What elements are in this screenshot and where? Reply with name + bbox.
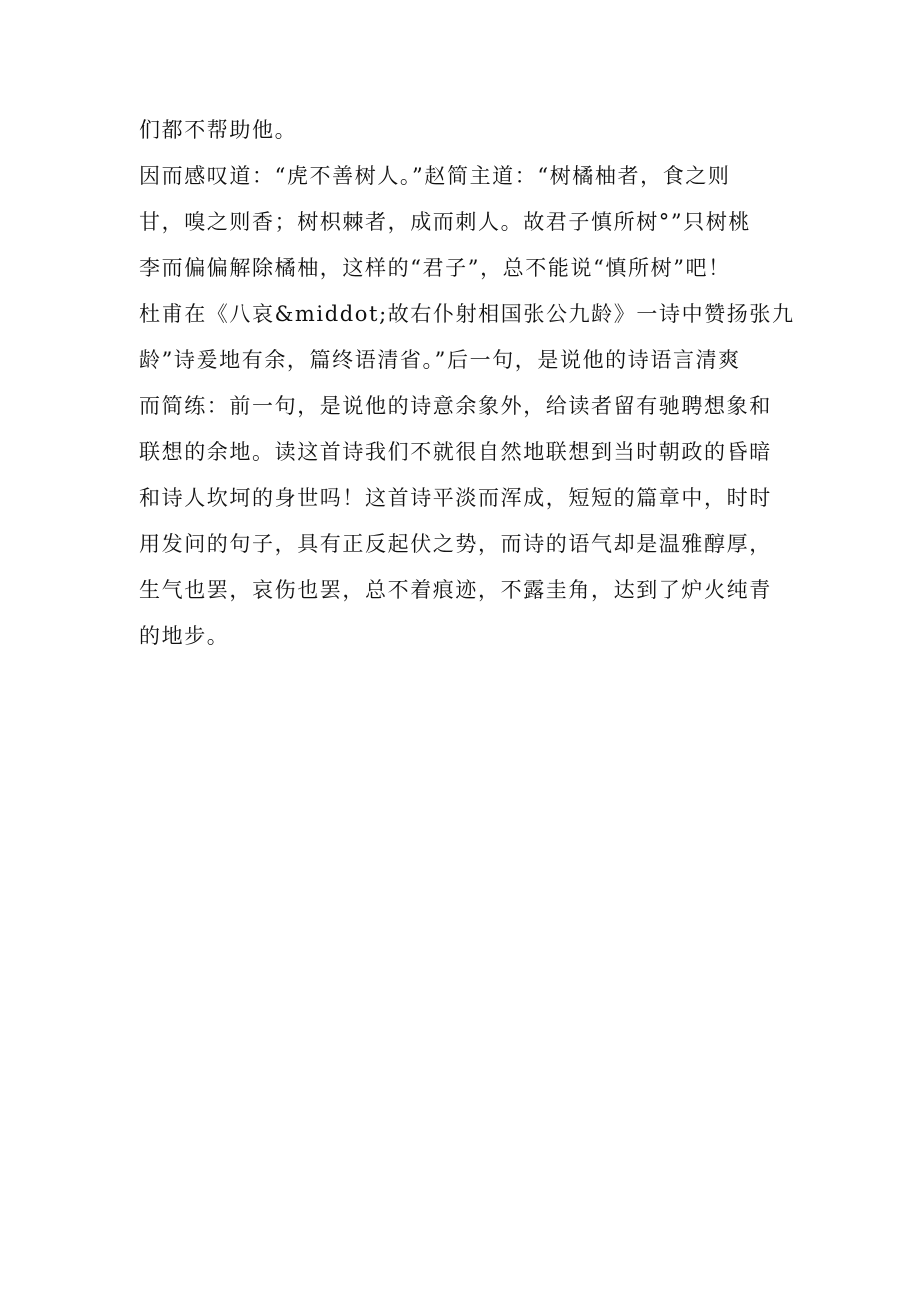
text-line: 龄”诗爰地有余，篇终语清省。”后一句，是说他的诗语言清爽 (139, 348, 741, 372)
text-line: 李而偏偏解除橘柚，这样的“君子”，总不能说“慎所树”吧！ (139, 256, 731, 280)
text-line: 生气也罢，哀伤也罢，总不着痕迹，不露圭角，达到了炉火纯青 (139, 578, 772, 602)
body-text (139, 107, 799, 659)
text-line: 联想的余地。读这首诗我们不就很自然地联想到当时朝政的昏暗 (139, 440, 772, 464)
text-line: 而简练：前一句，是说他的诗意余象外，给读者留有驰聘想象和 (139, 394, 772, 418)
text-line: 用发问的句子，具有正反起伏之势，而诗的语气却是温雅醇厚， (139, 532, 772, 556)
text-line: 杜甫在《八哀&middot;故右仆射相国张公九龄》一诗中赞扬张九 (139, 302, 795, 326)
text-line: 和诗人坎坷的身世吗！这首诗平淡而浑成，短短的篇章中，时时 (139, 486, 772, 510)
text-line: 的地步。 (139, 624, 230, 648)
text-line: 因而感叹道：“虎不善树人。”赵简主道：“树橘柚者，食之则 (139, 164, 731, 188)
text-line: 们都不帮助他。 (139, 118, 298, 142)
text-line: 甘，嗅之则香；树枳棘者，成而刺人。故君子慎所树°”只树桃 (139, 210, 752, 234)
